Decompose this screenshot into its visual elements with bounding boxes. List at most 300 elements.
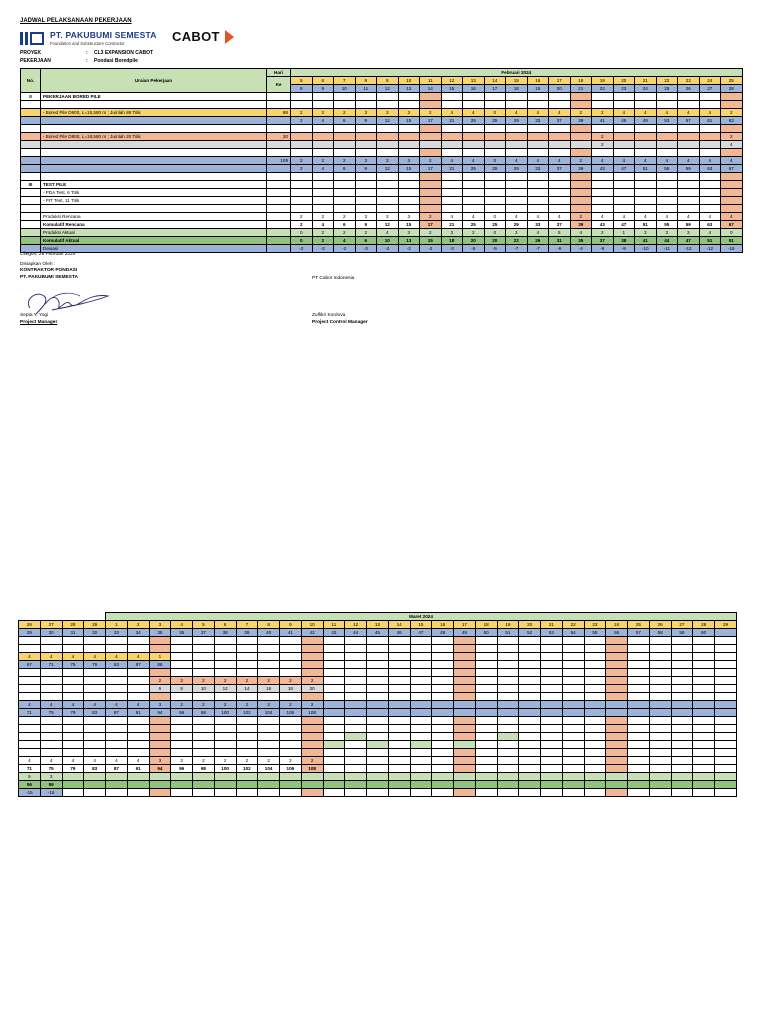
value-cell: 2 xyxy=(312,237,334,245)
value-cell xyxy=(475,637,497,645)
value-cell xyxy=(584,701,606,709)
value-cell xyxy=(301,637,323,645)
value-cell xyxy=(410,781,432,789)
table-row xyxy=(21,197,743,205)
row-no xyxy=(21,141,41,149)
value-cell xyxy=(613,205,635,213)
value-cell: -6 xyxy=(592,245,614,253)
value-cell xyxy=(127,717,149,725)
value-cell xyxy=(628,725,650,733)
value-cell xyxy=(656,133,678,141)
value-cell xyxy=(715,709,737,717)
value-cell: 4 xyxy=(527,213,549,221)
value-cell xyxy=(497,733,519,741)
value-cell xyxy=(671,741,693,749)
value-cell xyxy=(334,205,356,213)
value-cell: 4 xyxy=(678,213,700,221)
value-cell: 6 xyxy=(334,221,356,229)
value-cell xyxy=(497,677,519,685)
value-cell: 4 xyxy=(312,117,334,125)
value-cell xyxy=(171,637,193,645)
value-cell xyxy=(84,717,106,725)
value-cell xyxy=(454,701,476,709)
cabot-mark-icon xyxy=(225,30,234,44)
value-cell: -9 xyxy=(613,245,635,253)
value-cell xyxy=(671,661,693,669)
value-cell xyxy=(463,125,485,133)
company-logos xyxy=(20,30,230,48)
value-cell xyxy=(258,789,280,797)
value-cell xyxy=(291,93,313,101)
day-cell: 16 xyxy=(463,85,485,93)
value-cell xyxy=(410,749,432,757)
value-cell: 3 xyxy=(40,773,62,781)
value-cell xyxy=(62,693,84,701)
row-qty xyxy=(267,181,291,189)
row-desc xyxy=(41,141,267,149)
table-row xyxy=(19,741,737,749)
value-cell: 3 xyxy=(355,213,377,221)
value-cell xyxy=(441,125,463,133)
row-desc xyxy=(41,117,267,125)
value-cell: 44 xyxy=(656,237,678,245)
row-no xyxy=(21,117,41,125)
value-cell xyxy=(149,717,171,725)
value-cell xyxy=(699,181,721,189)
value-cell xyxy=(62,741,84,749)
value-cell xyxy=(454,709,476,717)
value-cell: 2 xyxy=(334,213,356,221)
value-cell: -5 xyxy=(484,245,506,253)
value-cell: -7 xyxy=(506,245,528,253)
value-cell xyxy=(715,637,737,645)
value-cell xyxy=(671,709,693,717)
value-cell xyxy=(549,133,571,141)
value-cell: 4 xyxy=(570,229,592,237)
value-cell: 4 xyxy=(656,213,678,221)
value-cell xyxy=(628,653,650,661)
table-row xyxy=(21,189,743,197)
value-cell xyxy=(541,765,563,773)
value-cell xyxy=(312,205,334,213)
value-cell xyxy=(699,141,721,149)
value-cell xyxy=(367,789,389,797)
value-cell xyxy=(635,101,657,109)
value-cell: 98 xyxy=(193,709,215,717)
value-cell xyxy=(214,725,236,733)
value-cell: 4 xyxy=(40,701,62,709)
value-cell xyxy=(606,645,628,653)
value-cell: 2 xyxy=(312,157,334,165)
value-cell xyxy=(649,653,671,661)
day-cell: 9 xyxy=(312,85,334,93)
date-cell: 3 xyxy=(149,621,171,629)
value-cell xyxy=(584,653,606,661)
value-cell xyxy=(584,661,606,669)
date-cell: 8 xyxy=(355,77,377,85)
value-cell xyxy=(19,725,41,733)
value-cell xyxy=(475,661,497,669)
value-cell xyxy=(506,181,528,189)
value-cell: 4 xyxy=(127,653,149,661)
value-cell: 98 xyxy=(193,765,215,773)
value-cell: 2 xyxy=(193,677,215,685)
date-cell: 23 xyxy=(678,77,700,85)
value-cell xyxy=(613,133,635,141)
value-cell xyxy=(441,197,463,205)
value-cell xyxy=(388,677,410,685)
value-cell xyxy=(193,781,215,789)
date-cell: 9 xyxy=(280,621,302,629)
value-cell xyxy=(410,765,432,773)
value-cell xyxy=(527,181,549,189)
row-qty xyxy=(267,197,291,205)
day-cell: 46 xyxy=(388,629,410,637)
value-cell: 71 xyxy=(19,709,41,717)
value-cell xyxy=(345,653,367,661)
value-cell xyxy=(628,677,650,685)
value-cell xyxy=(19,741,41,749)
value-cell xyxy=(484,189,506,197)
table-row xyxy=(21,237,743,245)
value-cell xyxy=(693,661,715,669)
value-cell: 2 xyxy=(334,229,356,237)
value-cell xyxy=(432,701,454,709)
value-cell xyxy=(280,773,302,781)
value-cell xyxy=(721,93,743,101)
value-cell xyxy=(649,701,671,709)
value-cell xyxy=(628,741,650,749)
value-cell xyxy=(519,725,541,733)
colon: : xyxy=(86,50,88,56)
value-cell xyxy=(323,677,345,685)
value-cell xyxy=(432,709,454,717)
contractor-label: KONTRAKTOR PONDASI xyxy=(20,268,78,273)
day-row xyxy=(19,629,737,637)
value-cell xyxy=(656,181,678,189)
table-row xyxy=(21,101,743,109)
value-cell xyxy=(398,101,420,109)
value-cell xyxy=(388,693,410,701)
value-cell xyxy=(497,693,519,701)
value-cell xyxy=(345,781,367,789)
value-cell: 88 xyxy=(149,661,171,669)
value-cell: 17 xyxy=(420,221,442,229)
value-cell xyxy=(301,661,323,669)
date-cell: 29 xyxy=(715,621,737,629)
value-cell xyxy=(497,741,519,749)
value-cell xyxy=(193,789,215,797)
value-cell xyxy=(345,701,367,709)
value-cell: -12 xyxy=(699,245,721,253)
row-no xyxy=(21,149,41,157)
value-cell xyxy=(62,749,84,757)
value-cell xyxy=(628,669,650,677)
value-cell xyxy=(19,717,41,725)
value-cell: 71 xyxy=(19,765,41,773)
day-cell: 36 xyxy=(171,629,193,637)
value-cell xyxy=(656,141,678,149)
day-cell: 22 xyxy=(592,85,614,93)
row-desc: Komulatif Aktual xyxy=(41,237,267,245)
value-cell xyxy=(334,101,356,109)
value-cell xyxy=(549,101,571,109)
value-cell xyxy=(671,677,693,685)
value-cell xyxy=(84,733,106,741)
day-cell: 29 xyxy=(19,629,41,637)
value-cell: -2 xyxy=(312,245,334,253)
value-cell xyxy=(649,773,671,781)
value-cell: 2 xyxy=(506,229,528,237)
value-cell: 2 xyxy=(570,213,592,221)
value-cell: 0 xyxy=(291,237,313,245)
date-cell: 25 xyxy=(721,77,743,85)
value-cell xyxy=(519,757,541,765)
value-cell xyxy=(236,661,258,669)
value-cell xyxy=(127,685,149,693)
value-cell: 4 xyxy=(721,141,743,149)
value-cell xyxy=(432,765,454,773)
date-cell: 7 xyxy=(334,77,356,85)
day-cell: 14 xyxy=(420,85,442,93)
value-cell xyxy=(549,181,571,189)
value-cell: 67 xyxy=(19,661,41,669)
value-cell: -11 xyxy=(656,245,678,253)
row-no xyxy=(21,157,41,165)
value-cell xyxy=(715,741,737,749)
table-row xyxy=(21,245,743,253)
row-qty xyxy=(267,189,291,197)
value-cell xyxy=(236,725,258,733)
value-cell xyxy=(475,789,497,797)
value-cell xyxy=(584,781,606,789)
value-cell xyxy=(656,205,678,213)
value-cell xyxy=(519,645,541,653)
value-cell xyxy=(678,125,700,133)
value-cell: 4 xyxy=(127,701,149,709)
row-no xyxy=(21,133,41,141)
value-cell: 2 xyxy=(355,229,377,237)
value-cell xyxy=(62,733,84,741)
value-cell xyxy=(463,93,485,101)
value-cell xyxy=(541,669,563,677)
value-cell xyxy=(62,717,84,725)
value-cell: -12 xyxy=(678,245,700,253)
table-row xyxy=(21,213,743,221)
day-cell: 8 xyxy=(291,85,313,93)
value-cell: 47 xyxy=(678,237,700,245)
value-cell xyxy=(584,669,606,677)
value-cell xyxy=(721,189,743,197)
value-cell xyxy=(693,677,715,685)
value-cell xyxy=(506,173,528,181)
value-cell: 2 xyxy=(258,677,280,685)
value-cell xyxy=(671,757,693,765)
value-cell xyxy=(432,637,454,645)
value-cell xyxy=(721,181,743,189)
value-cell: 96 xyxy=(171,765,193,773)
value-cell xyxy=(410,757,432,765)
value-cell xyxy=(715,789,737,797)
value-cell xyxy=(628,701,650,709)
value-cell xyxy=(592,149,614,157)
value-cell xyxy=(149,789,171,797)
value-cell xyxy=(367,693,389,701)
day-cell: 27 xyxy=(699,85,721,93)
value-cell xyxy=(301,781,323,789)
value-cell xyxy=(410,693,432,701)
day-cell: 32 xyxy=(84,629,106,637)
value-cell: 4 xyxy=(84,653,106,661)
value-cell: 4 xyxy=(721,213,743,221)
value-cell: 4 xyxy=(656,109,678,117)
value-cell xyxy=(106,717,128,725)
date-cell: 6 xyxy=(312,77,334,85)
value-cell xyxy=(127,741,149,749)
value-cell xyxy=(236,693,258,701)
value-cell xyxy=(149,773,171,781)
value-cell xyxy=(432,677,454,685)
value-cell xyxy=(323,685,345,693)
value-cell xyxy=(570,93,592,101)
value-cell: 102 xyxy=(236,765,258,773)
value-cell xyxy=(671,645,693,653)
value-cell: 6 xyxy=(149,685,171,693)
value-cell: 8 xyxy=(171,685,193,693)
row-qty xyxy=(267,165,291,173)
value-cell xyxy=(519,781,541,789)
value-cell xyxy=(345,789,367,797)
value-cell: 13 xyxy=(398,237,420,245)
value-cell xyxy=(519,717,541,725)
value-cell xyxy=(291,133,313,141)
value-cell xyxy=(149,725,171,733)
value-cell xyxy=(592,189,614,197)
value-cell xyxy=(127,733,149,741)
value-cell xyxy=(649,669,671,677)
value-cell: 2 xyxy=(592,133,614,141)
value-cell: 2 xyxy=(280,757,302,765)
row-desc xyxy=(41,157,267,165)
value-cell xyxy=(715,757,737,765)
value-cell xyxy=(613,149,635,157)
value-cell: 6 xyxy=(355,237,377,245)
day-cell: 55 xyxy=(584,629,606,637)
table-row xyxy=(19,717,737,725)
value-cell: 3 xyxy=(398,213,420,221)
value-cell xyxy=(149,781,171,789)
value-cell xyxy=(19,637,41,645)
value-cell xyxy=(463,101,485,109)
value-cell: 3 xyxy=(149,701,171,709)
value-cell: 37 xyxy=(549,221,571,229)
value-cell: 2 xyxy=(592,229,614,237)
value-cell xyxy=(62,677,84,685)
value-cell xyxy=(171,725,193,733)
value-cell xyxy=(497,661,519,669)
value-cell xyxy=(171,645,193,653)
value-cell xyxy=(678,173,700,181)
value-cell: 2 xyxy=(193,757,215,765)
value-cell xyxy=(214,789,236,797)
value-cell xyxy=(280,669,302,677)
day-cell: 30 xyxy=(40,629,62,637)
value-cell: 15 xyxy=(398,165,420,173)
value-cell: 33 xyxy=(527,165,549,173)
value-cell xyxy=(193,669,215,677)
value-cell xyxy=(613,181,635,189)
table-row xyxy=(19,733,737,741)
value-cell: 2 xyxy=(280,701,302,709)
value-cell xyxy=(323,669,345,677)
value-cell xyxy=(40,725,62,733)
left-signer-role: Project Manager xyxy=(20,320,58,325)
date-cell: 27 xyxy=(40,621,62,629)
month-row xyxy=(19,613,737,621)
value-cell xyxy=(649,725,671,733)
day-cell: 44 xyxy=(345,629,367,637)
value-cell xyxy=(527,93,549,101)
value-cell: 67 xyxy=(721,165,743,173)
value-cell xyxy=(193,717,215,725)
value-cell xyxy=(345,725,367,733)
value-cell: 4 xyxy=(506,109,528,117)
value-cell: 94 xyxy=(149,709,171,717)
value-cell xyxy=(280,717,302,725)
value-cell xyxy=(127,789,149,797)
date-cell: 24 xyxy=(606,621,628,629)
value-cell: 43 xyxy=(592,221,614,229)
value-cell: 4 xyxy=(678,109,700,117)
date-cell: 26 xyxy=(649,621,671,629)
row-qty xyxy=(267,149,291,157)
value-cell xyxy=(649,637,671,645)
value-cell xyxy=(441,189,463,197)
value-cell xyxy=(280,637,302,645)
value-cell xyxy=(541,757,563,765)
value-cell xyxy=(214,637,236,645)
value-cell xyxy=(291,101,313,109)
value-cell: 3 xyxy=(355,109,377,117)
value-cell xyxy=(171,741,193,749)
value-cell xyxy=(475,765,497,773)
row-desc: Komulatif Rencana xyxy=(41,221,267,229)
value-cell xyxy=(693,693,715,701)
value-cell xyxy=(258,693,280,701)
day-cell: 47 xyxy=(410,629,432,637)
value-cell xyxy=(149,741,171,749)
value-cell xyxy=(367,677,389,685)
value-cell xyxy=(355,133,377,141)
value-cell xyxy=(367,685,389,693)
value-cell: 2 xyxy=(258,757,280,765)
value-cell xyxy=(345,749,367,757)
table-row xyxy=(19,677,737,685)
value-cell: 2 xyxy=(592,109,614,117)
value-cell xyxy=(323,749,345,757)
value-cell xyxy=(541,725,563,733)
value-cell xyxy=(678,141,700,149)
value-cell xyxy=(541,789,563,797)
value-cell xyxy=(562,789,584,797)
value-cell: 25 xyxy=(484,117,506,125)
value-cell xyxy=(301,653,323,661)
table-row xyxy=(19,773,737,781)
value-cell xyxy=(715,645,737,653)
value-cell xyxy=(106,669,128,677)
value-cell xyxy=(40,717,62,725)
value-cell xyxy=(693,709,715,717)
